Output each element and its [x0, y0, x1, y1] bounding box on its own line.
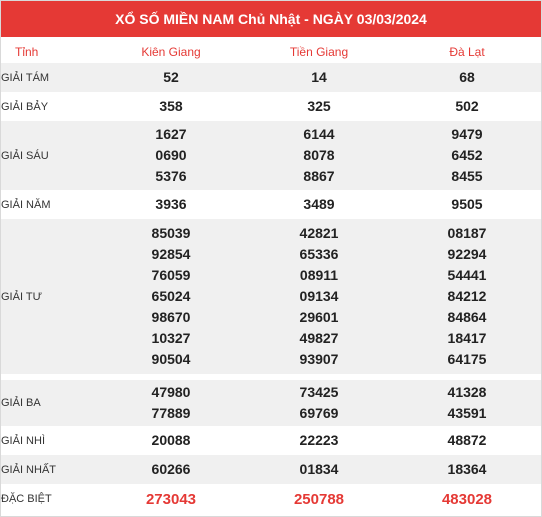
prize-cell — [245, 219, 393, 374]
prize-cell — [393, 190, 541, 219]
prize-row-giai-sau — [1, 121, 541, 190]
prize-row-giai-tam — [1, 63, 541, 92]
prize-name: GIẢI BA — [1, 380, 97, 426]
prize-number: 6144 — [303, 126, 335, 142]
prize-number: 3936 — [155, 196, 187, 212]
prize-number: 98670 — [151, 309, 191, 325]
prize-number: 20088 — [151, 432, 191, 448]
prize-number: 92854 — [151, 246, 191, 262]
prize-number: 92294 — [447, 246, 487, 262]
prize-cell — [245, 455, 393, 484]
prize-cell — [97, 190, 245, 219]
prize-cell — [393, 219, 541, 374]
prize-number: 08187 — [447, 225, 487, 241]
prize-number: 69769 — [299, 405, 339, 421]
prize-number: 14 — [311, 69, 327, 85]
table-header-row — [1, 41, 541, 63]
prize-row-giai-nhi — [1, 426, 541, 455]
prize-cell — [245, 63, 393, 92]
prize-row-giai-nam — [1, 190, 541, 219]
prize-name: GIẢI NĂM — [1, 198, 51, 211]
prize-number: 01834 — [299, 461, 339, 477]
prize-number: 358 — [159, 98, 183, 114]
prize-cell — [97, 426, 245, 455]
prize-row-dac-biet — [1, 484, 541, 514]
prize-number: 0690 — [155, 147, 187, 163]
prize-name: GIẢI BẢY — [1, 100, 49, 113]
prize-number: 73425 — [299, 384, 339, 400]
prize-number: 502 — [455, 98, 479, 114]
prize-cell — [393, 380, 541, 426]
province-label: Tỉnh — [15, 45, 39, 59]
province-name: Tiền Giang — [289, 45, 349, 59]
prize-number: 49827 — [299, 330, 339, 346]
prize-number: 41328 — [447, 384, 487, 400]
prize-cell — [97, 63, 245, 92]
prize-number: 42821 — [299, 225, 339, 241]
prize-number: 60266 — [151, 461, 191, 477]
prize-cell — [393, 455, 541, 484]
prize-cell — [393, 121, 541, 190]
prize-name: GIẢI SÁU — [1, 121, 97, 190]
prize-cell — [97, 92, 245, 121]
prize-number: 68 — [459, 69, 475, 85]
prize-number: 65336 — [299, 246, 339, 262]
prize-number: 18417 — [447, 330, 487, 346]
prize-number: 93907 — [299, 351, 339, 367]
prize-number: 47980 — [151, 384, 191, 400]
prize-number: 10327 — [151, 330, 191, 346]
prize-name: GIẢI TƯ — [1, 219, 97, 374]
province-name: Kiên Giang — [141, 45, 201, 59]
prize-cell — [393, 426, 541, 455]
prize-number: 64175 — [447, 351, 487, 367]
prize-number: 5376 — [155, 168, 187, 184]
prize-number: 6452 — [451, 147, 483, 163]
prize-number: 29601 — [299, 309, 339, 325]
prize-number: 9505 — [451, 196, 483, 212]
jackpot-number: 483028 — [441, 490, 493, 508]
prize-number: 77889 — [151, 405, 191, 421]
prize-name: GIẢI TÁM — [1, 63, 97, 92]
prize-cell — [97, 219, 245, 374]
prize-cell — [97, 455, 245, 484]
prize-row-giai-nhat — [1, 455, 541, 484]
jackpot-number: 273043 — [145, 490, 197, 508]
prize-name: ĐẶC BIỆT — [1, 493, 52, 505]
prize-number: 8455 — [451, 168, 483, 184]
prize-number: 84212 — [447, 288, 487, 304]
prize-cell — [97, 380, 245, 426]
prize-number: 18364 — [447, 461, 487, 477]
prize-row-giai-tu — [1, 219, 541, 374]
prize-row-giai-bay — [1, 92, 541, 121]
prize-number: 09134 — [299, 288, 339, 304]
prize-number: 3489 — [303, 196, 335, 212]
prize-number: 1627 — [155, 126, 187, 142]
prize-number: 85039 — [151, 225, 191, 241]
prize-number: 65024 — [151, 288, 191, 304]
lottery-results-table — [1, 41, 541, 514]
prize-name: GIẢI NHẤT — [1, 455, 97, 484]
province-name: Đà Lạt — [449, 45, 485, 59]
prize-cell — [245, 426, 393, 455]
prize-number: 84864 — [447, 309, 487, 325]
prize-cell — [245, 190, 393, 219]
prize-cell — [245, 92, 393, 121]
prize-number: 08911 — [299, 267, 339, 283]
prize-number: 76059 — [151, 267, 191, 283]
prize-cell — [245, 484, 393, 514]
prize-cell — [245, 380, 393, 426]
prize-cell — [97, 121, 245, 190]
prize-number: 325 — [307, 98, 331, 114]
prize-cell — [393, 63, 541, 92]
prize-cell — [393, 92, 541, 121]
prize-number: 48872 — [447, 432, 487, 448]
prize-number: 9479 — [451, 126, 483, 142]
prize-name: GIẢI NHÌ — [1, 434, 46, 447]
prize-number: 8867 — [303, 168, 335, 184]
prize-number: 22223 — [299, 432, 339, 448]
prize-cell — [97, 484, 245, 514]
prize-number: 54441 — [447, 267, 487, 283]
prize-number: 52 — [163, 69, 179, 85]
prize-row-giai-ba — [1, 380, 541, 426]
prize-cell — [393, 484, 541, 514]
jackpot-number: 250788 — [293, 490, 345, 508]
prize-number: 90504 — [151, 351, 191, 367]
page-title: XỔ SỐ MIỀN NAM Chủ Nhật - NGÀY 03/03/2024 — [1, 1, 541, 37]
prize-number: 8078 — [303, 147, 335, 163]
prize-cell — [245, 121, 393, 190]
prize-number: 43591 — [447, 405, 487, 421]
